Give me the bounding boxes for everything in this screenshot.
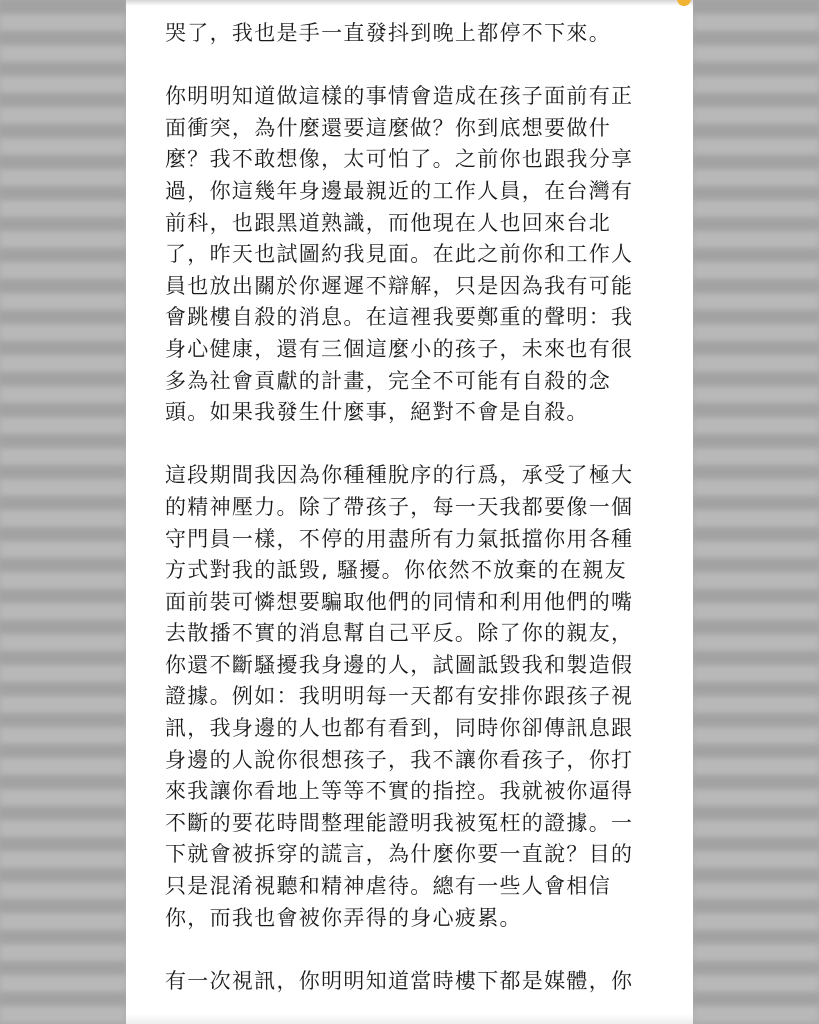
text-line: 證據。例如：我明明每一天都有安排你跟孩子視: [165, 684, 634, 709]
cut-off-previous-line: [126, 0, 693, 6]
text-line: 來我讓你看地上等等不實的指控。我就被你逼得: [165, 779, 634, 804]
text-line: 去散播不實的消息幫自己平反。除了你的親友，: [165, 621, 634, 646]
text-line: 麼？我不敢想像，太可怕了。之前你也跟我分享: [165, 147, 634, 172]
text-line: 面前裝可憐想要騙取他們的同情和利用他們的嘴: [165, 589, 634, 614]
text-line: 這段期間我因為你種種脫序的行爲，承受了極大: [165, 463, 634, 488]
cut-off-next-line: [126, 1014, 693, 1024]
text-line: 哭了，我也是手一直發抖到晚上都停不下來。: [165, 21, 611, 45]
text-line: 員也放出關於你遲遲不辯解，只是因為我有可能: [165, 273, 634, 298]
statement-text: [165, 18, 665, 997]
text-line: 頭。如果我發生什麼事，絕對不會是自殺。: [165, 400, 589, 425]
text-line: 不斷的要花時間整理能證明我被冤枉的證據。一: [165, 810, 634, 835]
text-line: 身心健康，還有三個這麼小的孩子，未來也有很: [165, 336, 634, 361]
blurred-background-right: [693, 0, 819, 1024]
text-line: 你，而我也會被你弄得的身心疲累。: [165, 905, 522, 930]
document-page: [126, 0, 693, 1024]
text-line: 你明明知道做這樣的事情會造成在孩子面前有正: [165, 84, 634, 109]
text-line: 方式對我的詆毀, 騷擾。你依然不放棄的在親友: [165, 558, 627, 583]
text-line: 過，你這幾年身邊最親近的工作人員，在台灣有: [165, 178, 634, 203]
text-line: 前科，也跟黑道熟識，而他現在人也回來台北: [165, 210, 611, 235]
text-line: 守門員一樣，不停的用盡所有力氣抵擋你用各種: [165, 526, 634, 551]
text-line: 面衝突，為什麼還要這麼做？你到底想要做什: [165, 115, 611, 140]
text-line: 訊，我身邊的人也都有看到，同時你卻傳訊息跟: [165, 716, 634, 741]
text-line: 身邊的人說你很想孩子，我不讓你看孩子，你打: [165, 747, 634, 772]
text-line: 下就會被拆穿的謊言，為什麼你要一直說？目的: [165, 842, 634, 867]
text-line: 你還不斷騷擾我身邊的人，試圖詆毀我和製造假: [165, 652, 634, 677]
blurred-background-left: [0, 0, 126, 1024]
text-line: 有一次視訊，你明明知道當時樓下都是媒體，你: [165, 968, 634, 993]
text-line: 會跳樓自殺的消息。在這裡我要鄭重的聲明：我: [165, 305, 634, 330]
text-line: 只是混淆視聽和精神虐待。總有一些人會相信: [165, 874, 611, 899]
text-line: 多為社會貢獻的計畫，完全不可能有自殺的念: [165, 368, 611, 393]
text-line: 了，昨天也試圖約我見面。在此之前你和工作人: [165, 242, 634, 267]
text-line: 的精神壓力。除了帶孩子，每一天我都要像一個: [165, 494, 634, 519]
